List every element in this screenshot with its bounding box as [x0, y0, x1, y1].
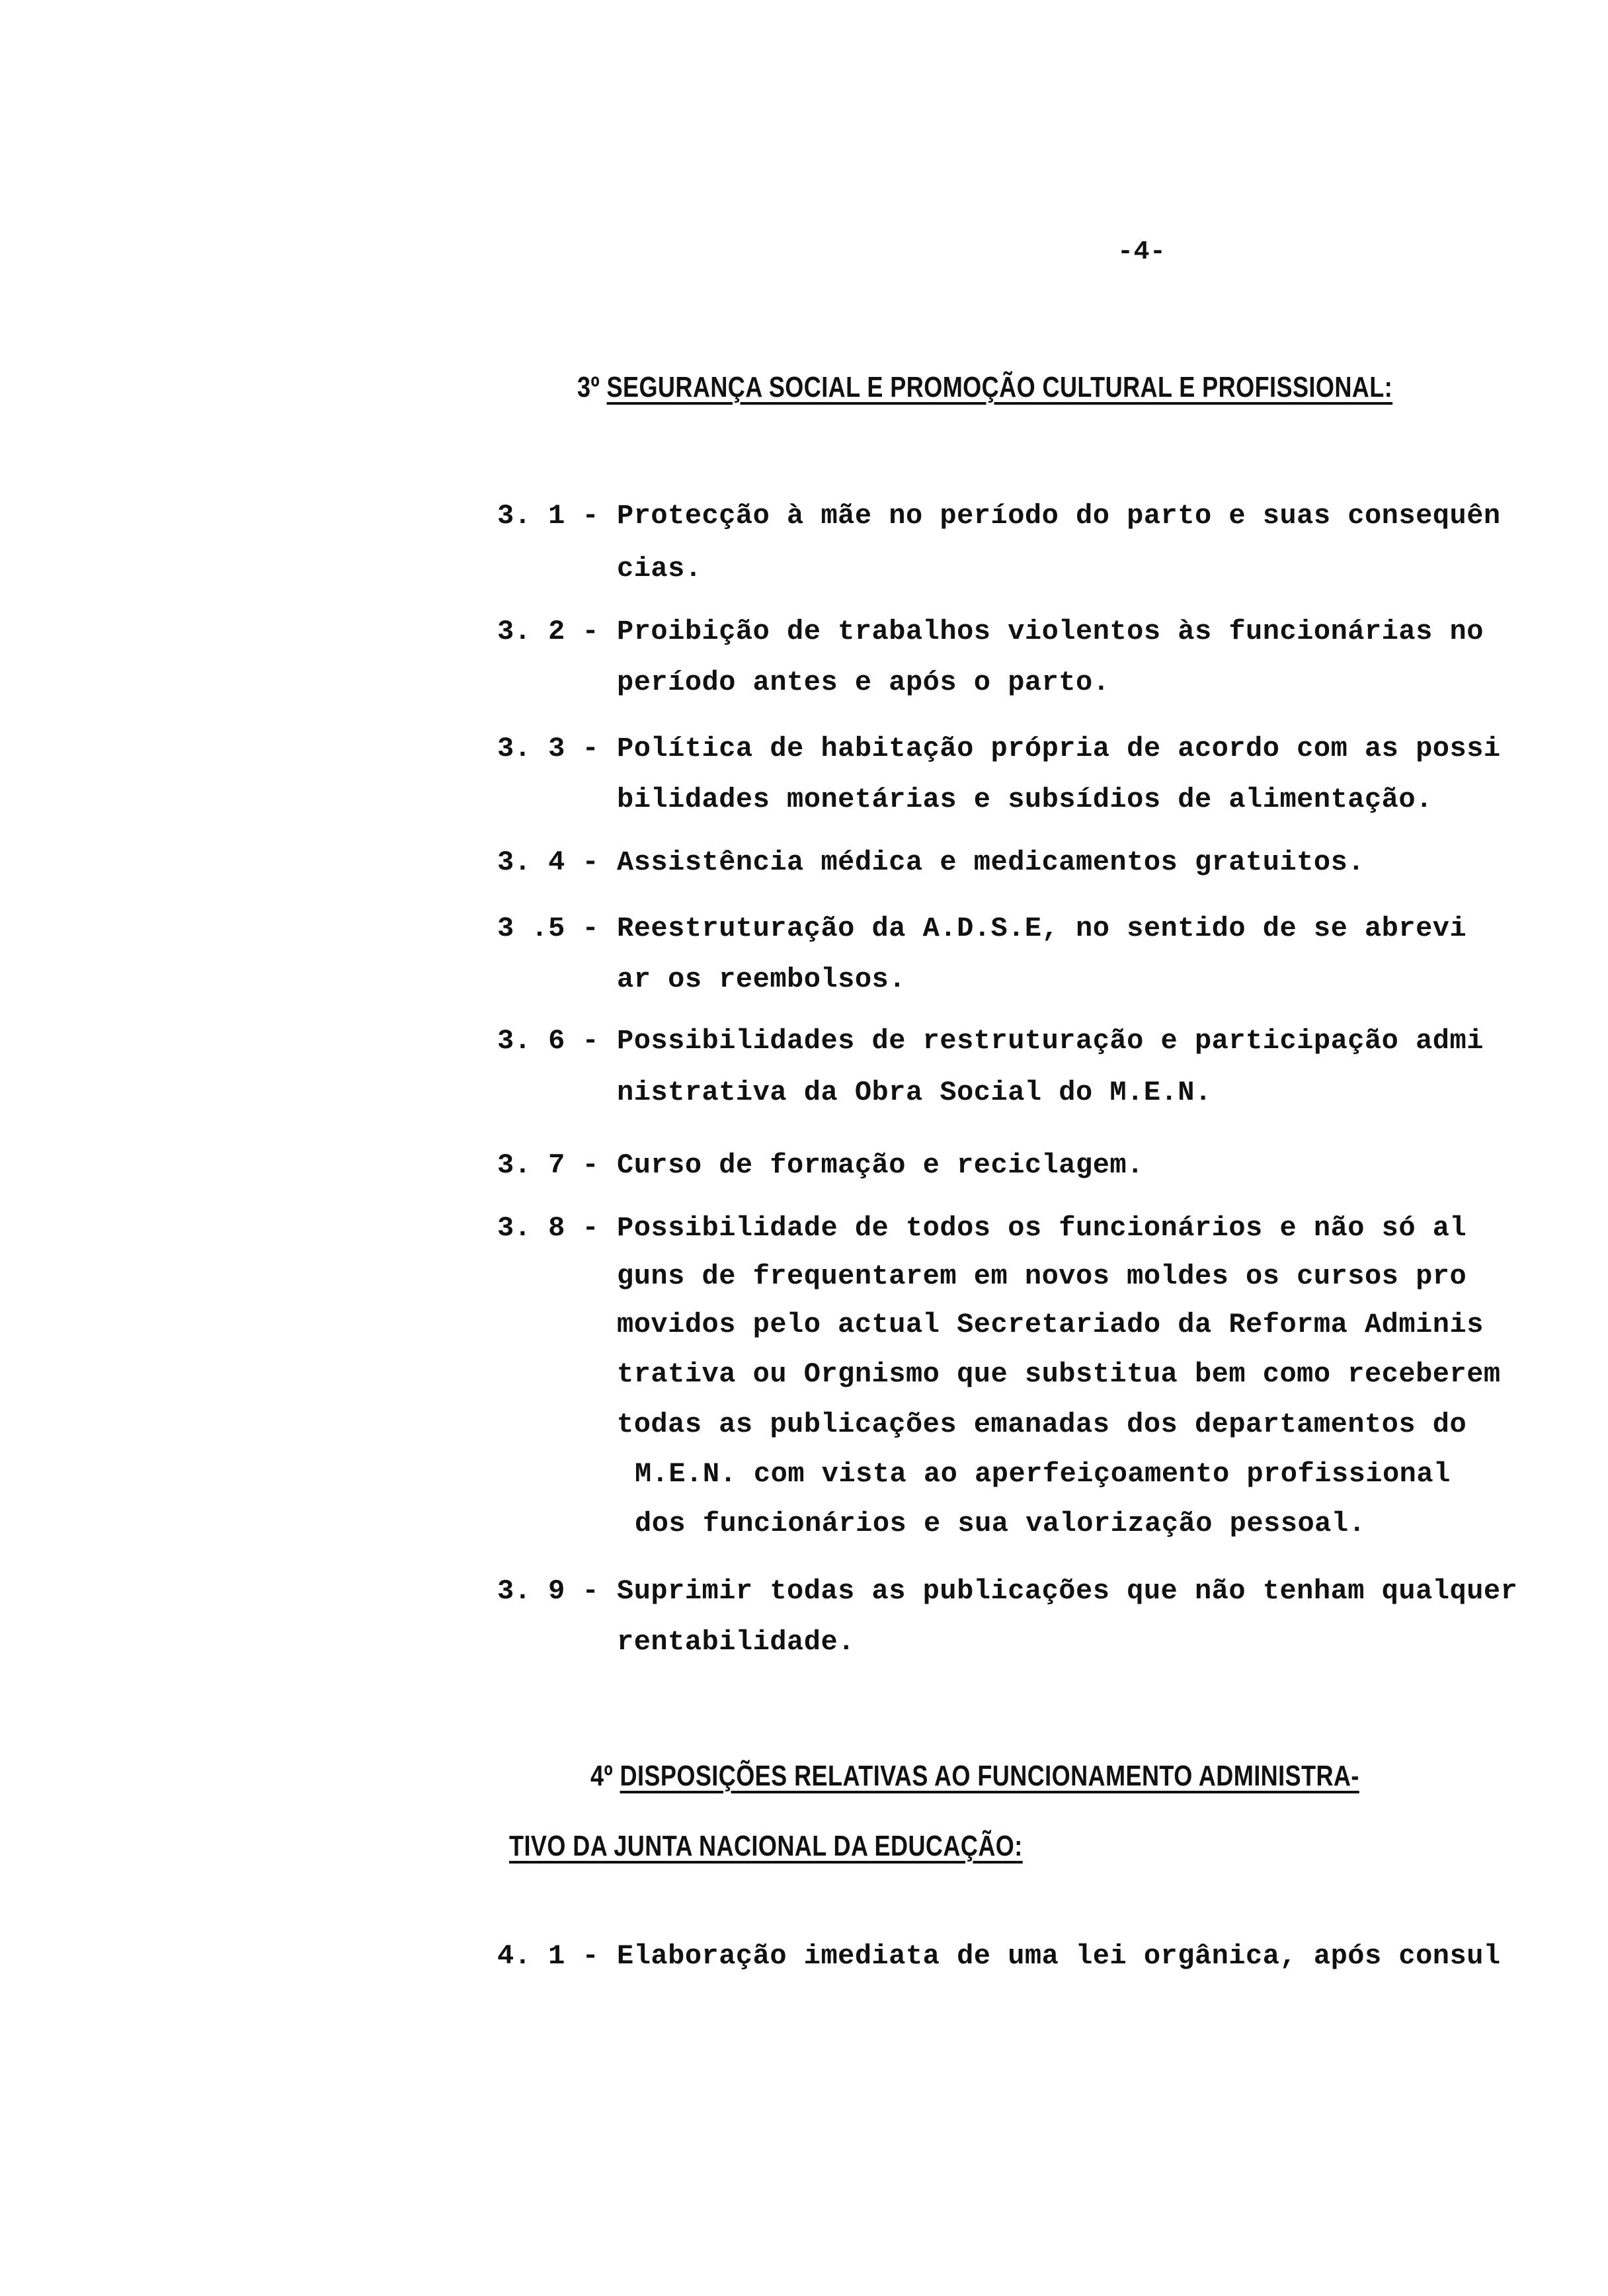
- item-number: 3. 6 -: [497, 1025, 600, 1057]
- section-3-title: SEGURANÇA SOCIAL E PROMOÇÃO CULTURAL E PROFISSIONAL:: [606, 371, 1393, 403]
- item-number: 3. 1 -: [497, 500, 600, 532]
- item-text-line: Protecção à mãe no período do parto e suas consequên: [617, 500, 1501, 532]
- item-text-line: rentabilidade.: [617, 1626, 855, 1658]
- item-text-line: Curso de formação e reciclagem.: [617, 1149, 1144, 1181]
- section-4-title-line1: DISPOSIÇÕES RELATIVAS AO FUNCIONAMENTO ADMINISTRA-: [620, 1760, 1359, 1792]
- section-4-number: 4º: [590, 1760, 614, 1792]
- item-number: 4. 1 -: [497, 1940, 600, 1972]
- item-text-line: período antes e após o parto.: [617, 667, 1110, 698]
- item-text-line: Suprimir todas as publicações que não tenham qualquer: [617, 1575, 1518, 1607]
- item-number: 3. 2 -: [497, 616, 600, 647]
- item-text-line: movidos pelo actual Secretariado da Reforma Adminis: [617, 1309, 1484, 1340]
- section-3-number: 3º: [577, 371, 600, 403]
- item-text-line: todas as publicações emanadas dos departamentos do: [617, 1409, 1467, 1440]
- item-text-line: trativa ou Orgnismo que substitua bem como receberem: [617, 1358, 1501, 1390]
- item-text-line: Política de habitação própria de acordo com as possi: [617, 733, 1501, 764]
- item-number: 3 .5 -: [497, 913, 600, 944]
- item-text-line: bilidades monetárias e subsídios de alimentação.: [617, 784, 1433, 815]
- item-text-line: guns de frequentarem em novos moldes os cursos pro: [617, 1260, 1467, 1292]
- section-3-heading: [577, 370, 1392, 405]
- item-number: 3. 3 -: [497, 733, 600, 764]
- item-text-line: Possibilidade de todos os funcionários e não só al: [617, 1212, 1467, 1244]
- item-text-line: M.E.N. com vista ao aperfeiçoamento profissional: [635, 1458, 1451, 1490]
- item-number: 3. 4 -: [497, 846, 600, 878]
- item-number: 3. 9 -: [497, 1575, 600, 1607]
- item-text-line: ar os reembolsos.: [617, 964, 906, 995]
- item-text-line: nistrativa da Obra Social do M.E.N.: [617, 1077, 1212, 1108]
- item-text-line: Elaboração imediata de uma lei orgânica, após consul: [617, 1940, 1501, 1972]
- section-4-title-line2: TIVO DA JUNTA NACIONAL DA EDUCAÇÃO:: [509, 1830, 1023, 1862]
- section-4-heading: [590, 1759, 1359, 1793]
- item-text-line: Proibição de trabalhos violentos às funcionárias no: [617, 616, 1484, 647]
- item-text-line: cias.: [617, 553, 702, 585]
- item-number: 3. 8 -: [497, 1212, 600, 1244]
- item-text-line: Assistência médica e medicamentos gratuitos.: [617, 846, 1365, 878]
- item-text-line: Possibilidades de restruturação e participação admi: [617, 1025, 1484, 1057]
- item-number: 3. 7 -: [497, 1149, 600, 1181]
- item-text-line: dos funcionários e sua valorização pessoal.: [635, 1508, 1366, 1539]
- item-text-line: Reestruturação da A.D.S.E, no sentido de se abrevi: [617, 913, 1467, 944]
- page-number: -4-: [1117, 237, 1166, 267]
